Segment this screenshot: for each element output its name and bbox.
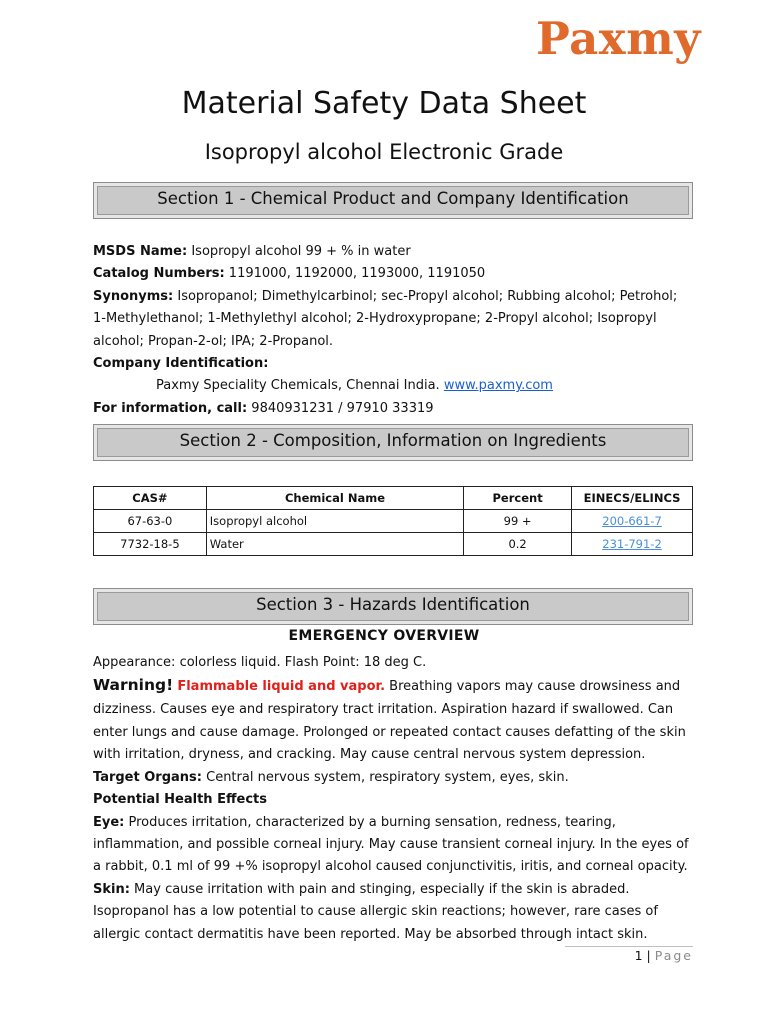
page-title: Material Safety Data Sheet <box>181 86 587 121</box>
catalog-line <box>93 263 693 285</box>
cell-einecs <box>572 510 693 533</box>
msds-name-value: Isopropyl alcohol 99 + % in water <box>187 244 411 259</box>
emergency-overview-heading: EMERGENCY OVERVIEW <box>288 628 480 644</box>
skin-value: May cause irritation with pain and stinging, especially if the skin is abraded. Isopropanol has a low potential to cause allergic skin reactions; however, rare cases of allergic contact dermatitis have been reported. May be absorbed through intact skin. <box>93 881 658 942</box>
synonyms-label: Synonyms: <box>93 288 174 304</box>
section-3-body <box>93 652 693 946</box>
company-line <box>93 375 693 397</box>
page-label: Page <box>654 948 693 963</box>
health-effects-title: Potential Health Effects <box>93 792 267 808</box>
target-organs-line <box>93 767 693 789</box>
einecs-link[interactable]: 231-791-2 <box>602 537 662 551</box>
header-cas: CAS# <box>94 487 207 510</box>
company-id-label: Company Identification: <box>93 356 269 372</box>
section-1-body <box>93 241 693 420</box>
target-organs-value: Central nervous system, respiratory system, eyes, skin. <box>201 769 569 785</box>
header-chemical-name: Chemical Name <box>206 487 463 510</box>
warning-word: Warning! <box>93 676 174 695</box>
eye-paragraph <box>93 812 693 879</box>
warning-text: Breathing vapors may cause drowsiness and dizziness. Causes eye and respiratory tract irritation. Aspiration hazard if swallowed. Can enter lungs and cause damage. Prolonged or repeated contact causes defatting of the skin with irritation, dryness, and cracking. May cause central nervous system depression. <box>93 679 686 763</box>
cell-percent: 0.2 <box>464 533 572 556</box>
page-footer <box>600 948 693 963</box>
page-number: 1 <box>634 948 643 963</box>
health-effects-heading <box>93 789 693 811</box>
eye-label: Eye: <box>93 814 125 830</box>
msds-name-label: MSDS Name: <box>93 244 188 259</box>
page-separator: | <box>642 948 655 963</box>
brand-logo: Paxmy <box>536 12 701 65</box>
page-subtitle: Isopropyl alcohol Electronic Grade <box>204 140 564 164</box>
info-value: 9840931231 / 97910 33319 <box>247 400 434 416</box>
appearance-line: Appearance: colorless liquid. Flash Point: 18 deg C. <box>93 655 427 670</box>
skin-paragraph <box>93 879 693 946</box>
catalog-label: Catalog Numbers: <box>93 266 225 282</box>
eye-value: Produces irritation, characterized by a burning sensation, redness, tearing, inflammation, and possible corneal injury. May cause transient corneal injury. In the eyes of a rabbit, 0.1 ml of 99 +% isopropyl alcohol caused conjunctivitis, iritis, and corneal opacity. <box>93 814 689 875</box>
einecs-link[interactable]: 200-661-7 <box>602 514 662 528</box>
table-row <box>94 533 693 556</box>
synonyms-value: Isopropanol; Dimethylcarbinol; sec-Propyl alcohol; Rubbing alcohol; Petrohol; 1-Methylethanol; 1-Methylethyl alcohol; 2-Hydroxypropane; 2-Propyl alcohol; Isopropyl alcohol; Propan-2-ol; IPA; 2-Propanol. <box>93 288 678 349</box>
table-row <box>94 510 693 533</box>
flammable-warning: Flammable liquid and vapor. <box>177 679 386 695</box>
cell-einecs <box>572 533 693 556</box>
company-value: Paxmy Speciality Chemicals, Chennai India. <box>156 378 444 394</box>
skin-label: Skin: <box>93 881 130 897</box>
composition-table <box>93 486 693 556</box>
synonyms-line <box>93 286 693 353</box>
info-label: For information, call: <box>93 400 248 416</box>
table-header-row <box>94 487 693 510</box>
warning-paragraph <box>93 674 693 766</box>
msds-name-line <box>93 241 693 263</box>
footer-divider <box>565 946 693 947</box>
header-percent: Percent <box>464 487 572 510</box>
header-einecs: EINECS/ELINCS <box>572 487 693 510</box>
section-1-header: Section 1 - Chemical Product and Company Identification <box>93 182 693 219</box>
cell-percent: 99 + <box>464 510 572 533</box>
catalog-value: 1191000, 1192000, 1193000, 1191050 <box>224 266 486 282</box>
section-3-header: Section 3 - Hazards Identification <box>93 588 693 625</box>
target-organs-label: Target Organs: <box>93 769 202 785</box>
cell-chemical-name: Water <box>206 533 463 556</box>
cell-cas: 67-63-0 <box>94 510 207 533</box>
cell-chemical-name: Isopropyl alcohol <box>206 510 463 533</box>
company-id-line <box>93 353 693 375</box>
company-website-link[interactable]: www.paxmy.com <box>443 378 553 394</box>
info-line <box>93 398 693 420</box>
cell-cas: 7732-18-5 <box>94 533 207 556</box>
section-2-header: Section 2 - Composition, Information on Ingredients <box>93 424 693 461</box>
